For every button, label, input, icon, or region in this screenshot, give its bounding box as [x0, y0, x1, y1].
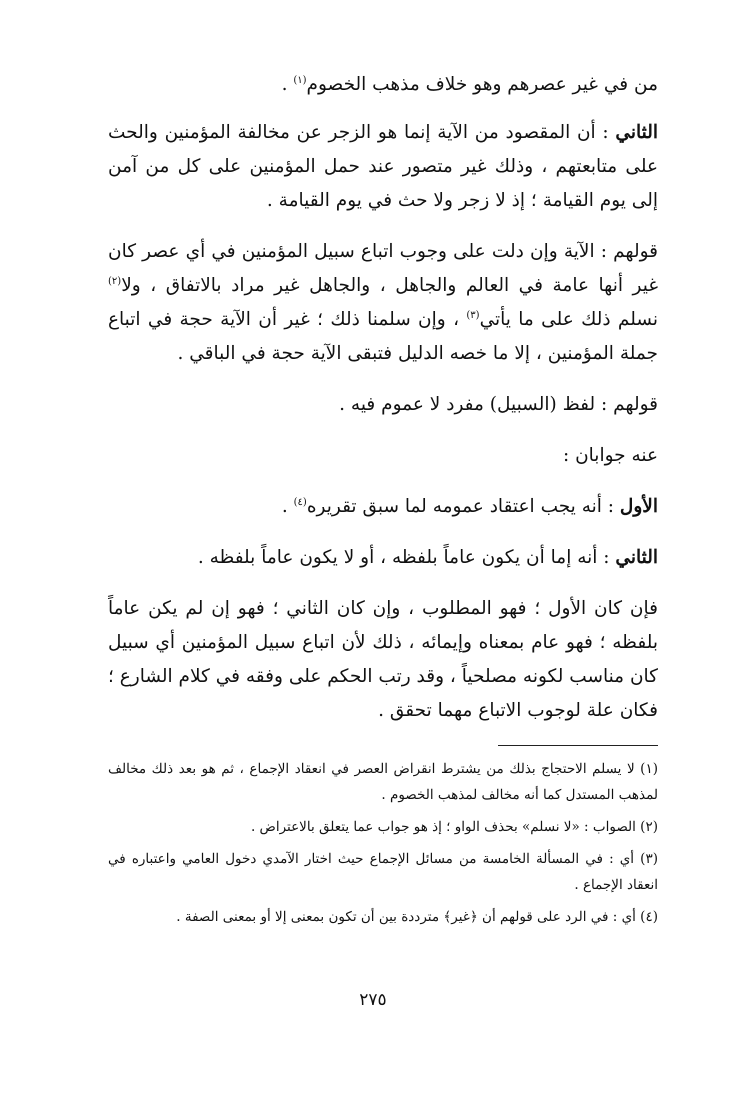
paragraph-3	[108, 235, 658, 371]
main-text	[108, 68, 658, 728]
paragraph-4: قولهم : لفظ (السبيل) مفرد لا عموم فيه .	[339, 394, 658, 415]
paragraph-5: عنه جوابان :	[562, 445, 658, 466]
footnote-3: (٣) أي : في المسألة الخامسة من مسائل الإجماع حيث اختار الآمدي دخول العامي واعتباره في انعقاد الإجماع .	[108, 851, 658, 893]
footnote-separator	[498, 745, 658, 746]
paragraph-text: ، وإن سلمنا ذلك ؛ غير أن الآية حجة في اتباع جملة المؤمنين ، إلا ما خصه الدليل فتبقى الآية حجة في الباقي .	[108, 309, 658, 364]
paragraph-lead: الأول	[619, 496, 658, 517]
paragraph-6	[108, 490, 658, 524]
footnote-ref-2: (٢)	[108, 275, 122, 287]
paragraph-text: : أنه إما أن يكون عاماً بلفظه ، أو لا يكون عاماً بلفظه .	[197, 547, 616, 568]
paragraph-text: : أنه يجب اعتقاد عمومه لما سبق تقريره	[306, 496, 620, 517]
page-number: ٢٧٥	[359, 990, 387, 1010]
paragraph-end: .	[281, 74, 294, 95]
footnote-2: (٢) الصواب : «لا نسلم» بحذف الواو ؛ إذ هو جواب عما يتعلق بالاعتراض .	[250, 819, 658, 835]
paragraph-8: فإن كان الأول ؛ فهو المطلوب ، وإن كان الثاني ؛ فهو إن لم يكن عاماً بلفظه ؛ فهو عام بمعناه وإيمائه ، ذلك لأن اتباع سبيل المؤمنين أي سبيل كان مناسب لكونه مصلحياً ، وقد رتب الحكم على وفقه في كلام الشارع ؛ فكان علة لوجوب الاتباع مهما تحقق .	[108, 598, 658, 721]
footnotes	[108, 756, 658, 930]
paragraph-lead: الثاني	[615, 122, 658, 143]
footnote-ref-1: (١)	[293, 74, 307, 86]
paragraph-text: نسلم ذلك على ما يأتي	[479, 309, 659, 330]
paragraph-end: .	[281, 496, 294, 517]
paragraph-1	[108, 68, 658, 102]
paragraph-2	[108, 116, 658, 218]
footnote-4: (٤) أي : في الرد على قولهم أن ﴿غير﴾ مترددة بين أن تكون بمعنى إلا أو بمعنى الصفة .	[176, 909, 658, 925]
footnote-ref-3: (٣)	[466, 309, 480, 321]
paragraph-text: قولهم : الآية وإن دلت على وجوب اتباع سبيل المؤمنين في أي عصر كان غير أنها عامة في العالم والجاهل ، والجاهل غير مراد بالاتفاق ، ولا	[108, 241, 658, 296]
paragraph-text: : أن المقصود من الآية إنما هو الزجر عن مخالفة المؤمنين والحث على متابعتهم ، وذلك غير متصور عند حمل المؤمنين على كل من آمن إلى يوم القيامة ؛ إذ لا زجر ولا حث في يوم القيامة .	[108, 122, 658, 211]
footnote-1: (١) لا يسلم الاحتجاج بذلك من يشترط انقراض العصر في انعقاد الإجماع ، ثم هو بعد ذلك مخالف لمذهب المستدل كما أنه مخالف لمذهب الخصوم .	[108, 761, 658, 803]
paragraph-lead: الثاني	[615, 547, 658, 568]
paragraph-7	[108, 541, 658, 575]
footnote-ref-4: (٤)	[293, 496, 307, 508]
paragraph-text: من في غير عصرهم وهو خلاف مذهب الخصوم	[306, 74, 658, 95]
